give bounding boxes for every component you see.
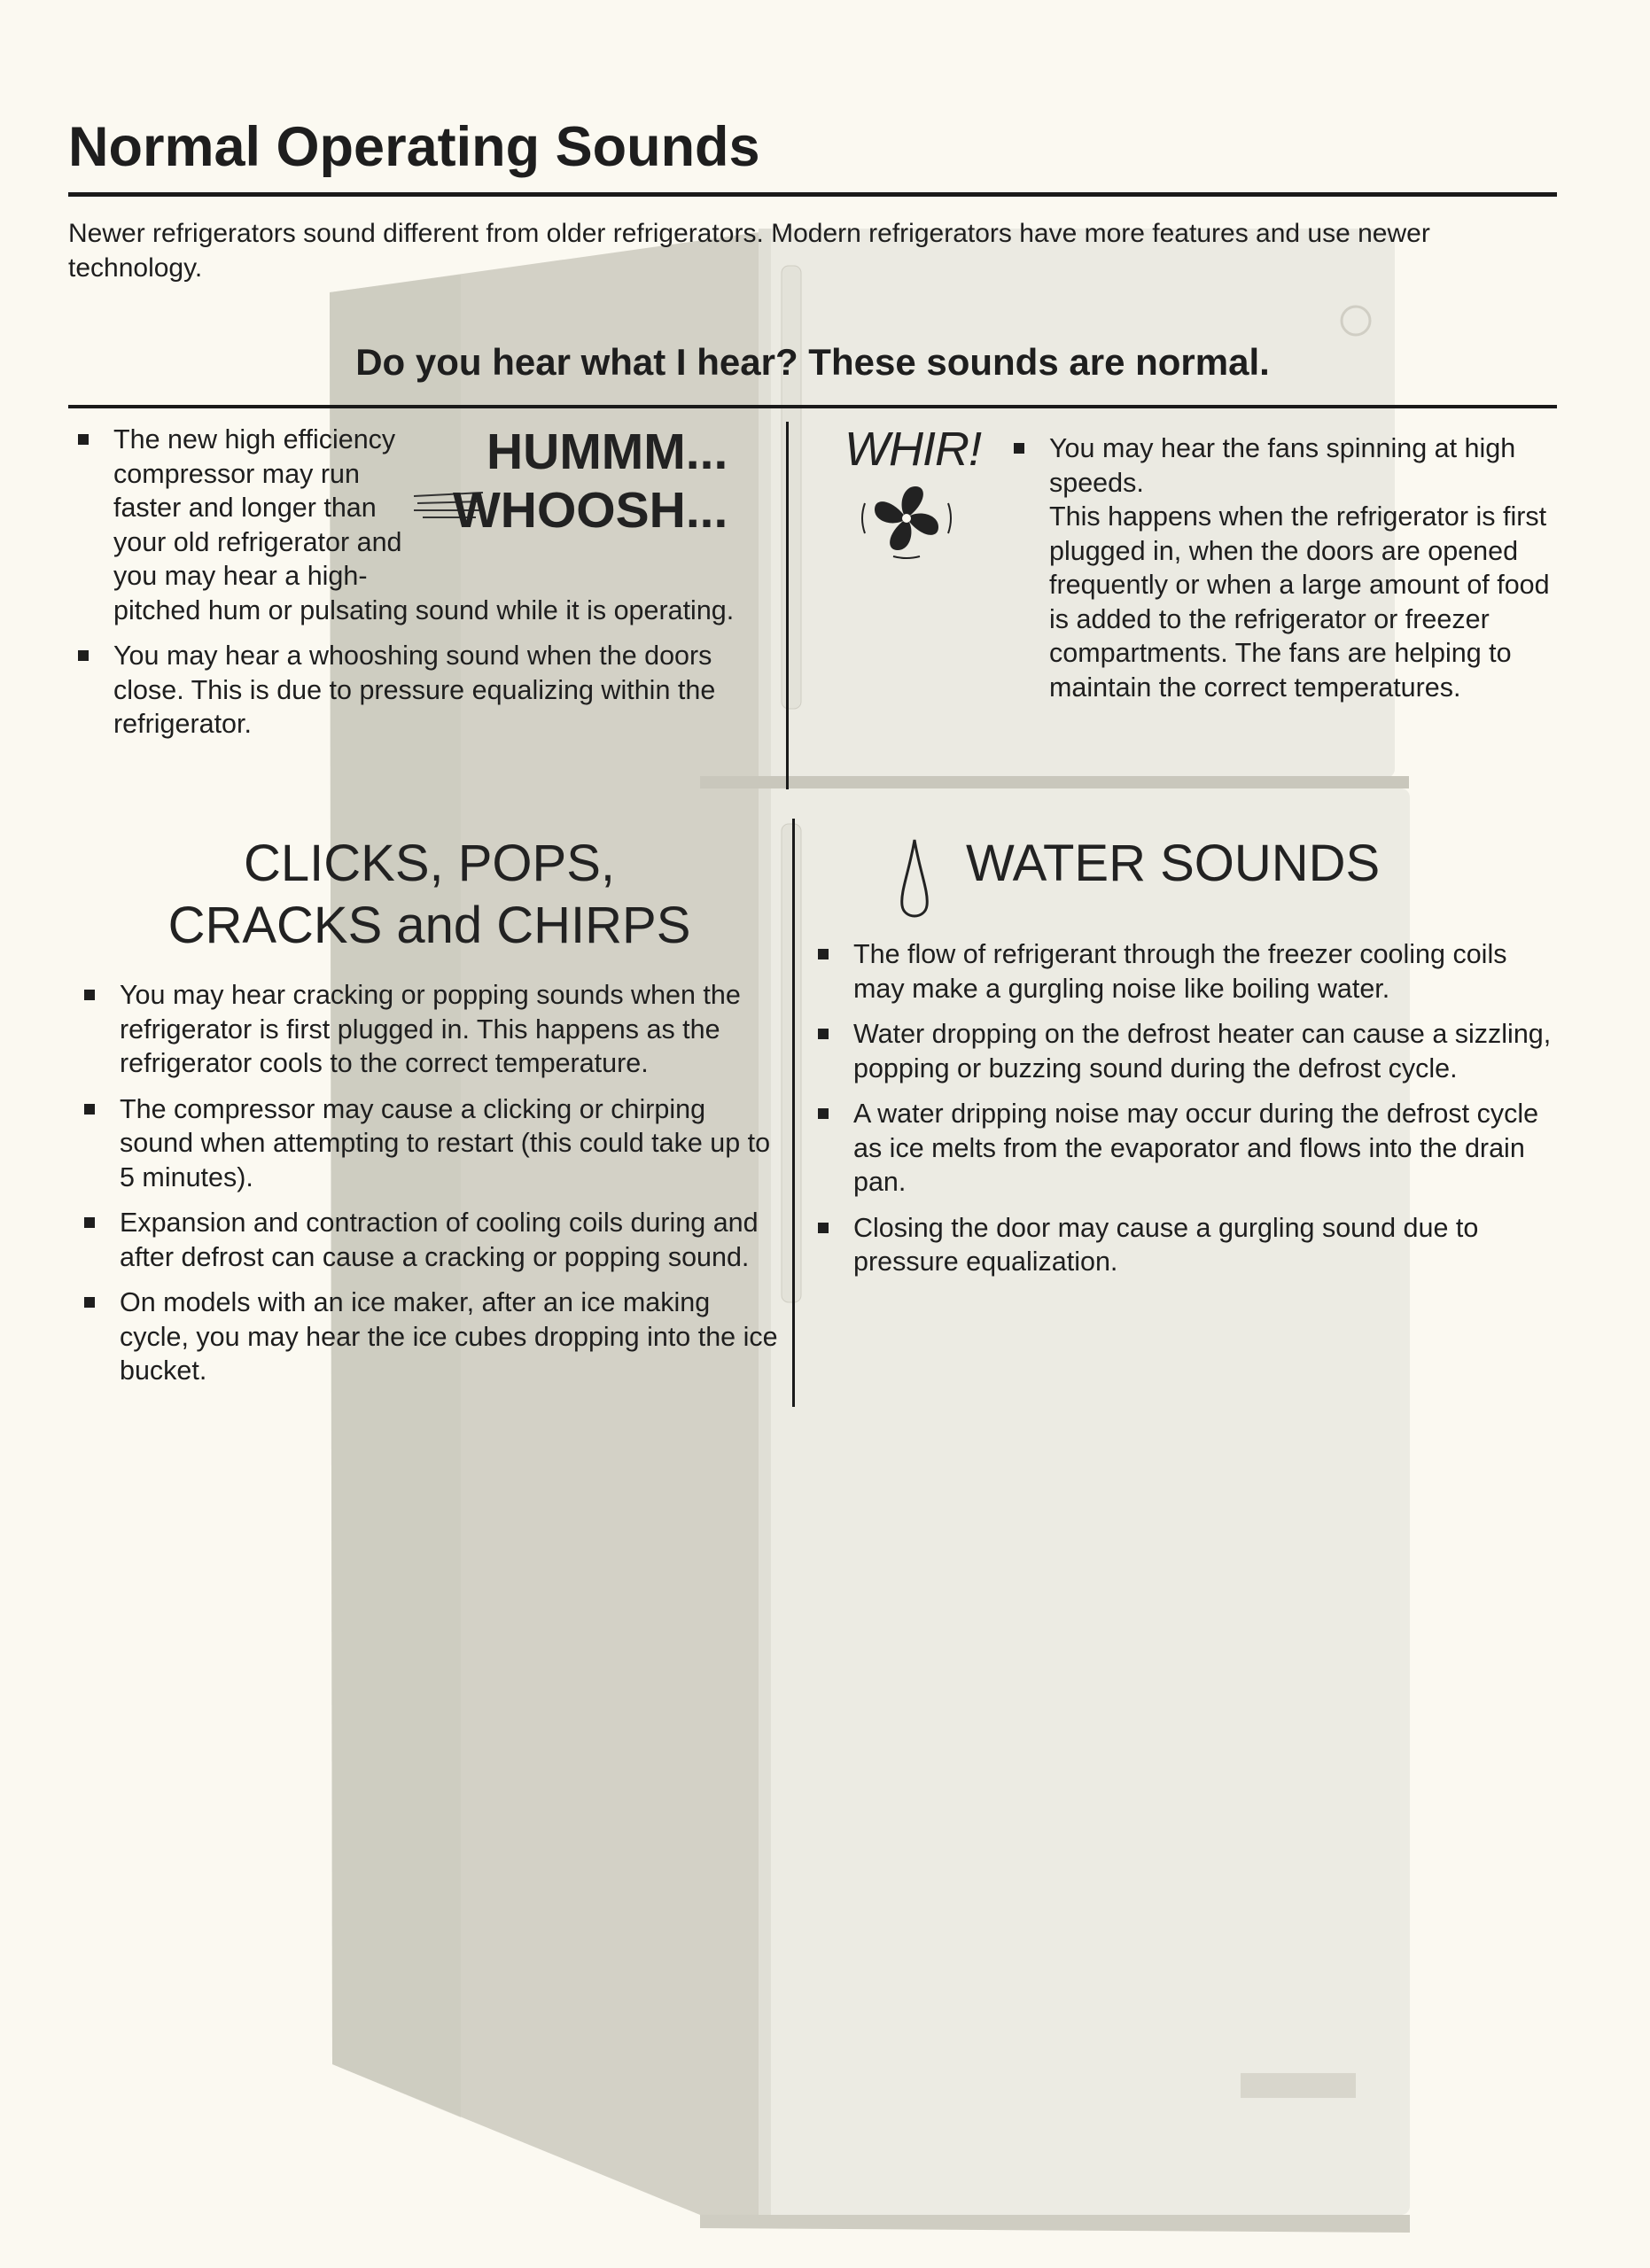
water-drop-icon bbox=[897, 836, 932, 925]
sfx-hum: HUMMM... bbox=[486, 423, 728, 480]
clicks-bullet-list bbox=[74, 978, 783, 1400]
sfx-whir: WHIR! bbox=[844, 423, 981, 476]
list-item: You may hear cracking or popping sounds when the refrigerator is first plugged in. This happens as the refrigerator cools to the correct temperature. bbox=[74, 978, 783, 1081]
list-item: The compressor may cause a clicking or chirping sound when attempting to restart (this could take up to 5 minutes). bbox=[74, 1092, 783, 1195]
sfx-whoosh: WHOOSH... bbox=[453, 482, 728, 539]
list-item: On models with an ice maker, after an ice making cycle, you may hear the ice cubes dropping into the ice bucket. bbox=[74, 1285, 783, 1388]
page-title: Normal Operating Sounds bbox=[68, 116, 760, 178]
list-item: Closing the door may cause a gurgling sound due to pressure equalization. bbox=[808, 1211, 1561, 1279]
list-item: The new high efficiency compressor may run faster and longer than your old refrigerator and you may hear a high-pitched hum or pulsating sound while it is operating. bbox=[68, 423, 768, 627]
hum-bullet-list bbox=[68, 423, 768, 742]
subheading-divider bbox=[68, 405, 1557, 408]
column-divider-bottom bbox=[792, 819, 795, 1407]
list-item: You may hear a whooshing sound when the doors close. This is due to pressure equalizing within the refrigerator. bbox=[68, 639, 768, 742]
list-item: The flow of refrigerant through the freezer cooling coils may make a gurgling noise like boiling water. bbox=[808, 937, 1561, 1006]
subheading: Do you hear what I hear? These sounds are normal. bbox=[355, 341, 1270, 383]
fan-bullet-list bbox=[1004, 431, 1571, 716]
list-item: You may hear the fans spinning at high speeds. This happens when the refrigerator is first plugged in, when the doors are opened frequently or when a large amount of food is added to the refrigerator or freezer compartments. The fans are helping to maintain the correct temperatures. bbox=[1004, 431, 1571, 704]
clicks-heading bbox=[68, 833, 790, 957]
intro-text: Newer refrigerators sound different from older refrigerators. Modern refrigerators have more features and use newer technology. bbox=[68, 219, 1430, 283]
hum-section bbox=[68, 423, 768, 753]
water-heading: WATER SOUNDS bbox=[966, 835, 1381, 892]
water-bullet-list bbox=[808, 937, 1561, 1291]
column-divider-top bbox=[786, 422, 789, 789]
title-divider bbox=[68, 192, 1557, 197]
fan-icon bbox=[858, 477, 955, 561]
list-item: Expansion and contraction of cooling coils during and after defrost can cause a cracking or popping sound. bbox=[74, 1206, 783, 1274]
clicks-heading-line2: CRACKS and CHIRPS bbox=[167, 897, 691, 954]
list-item: Water dropping on the defrost heater can cause a sizzling, popping or buzzing sound during the defrost cycle. bbox=[808, 1017, 1561, 1085]
clicks-heading-line1: CLICKS, POPS, bbox=[243, 835, 616, 892]
list-item: A water dripping noise may occur during the defrost cycle as ice melts from the evaporator and flows into the drain pan. bbox=[808, 1097, 1561, 1200]
